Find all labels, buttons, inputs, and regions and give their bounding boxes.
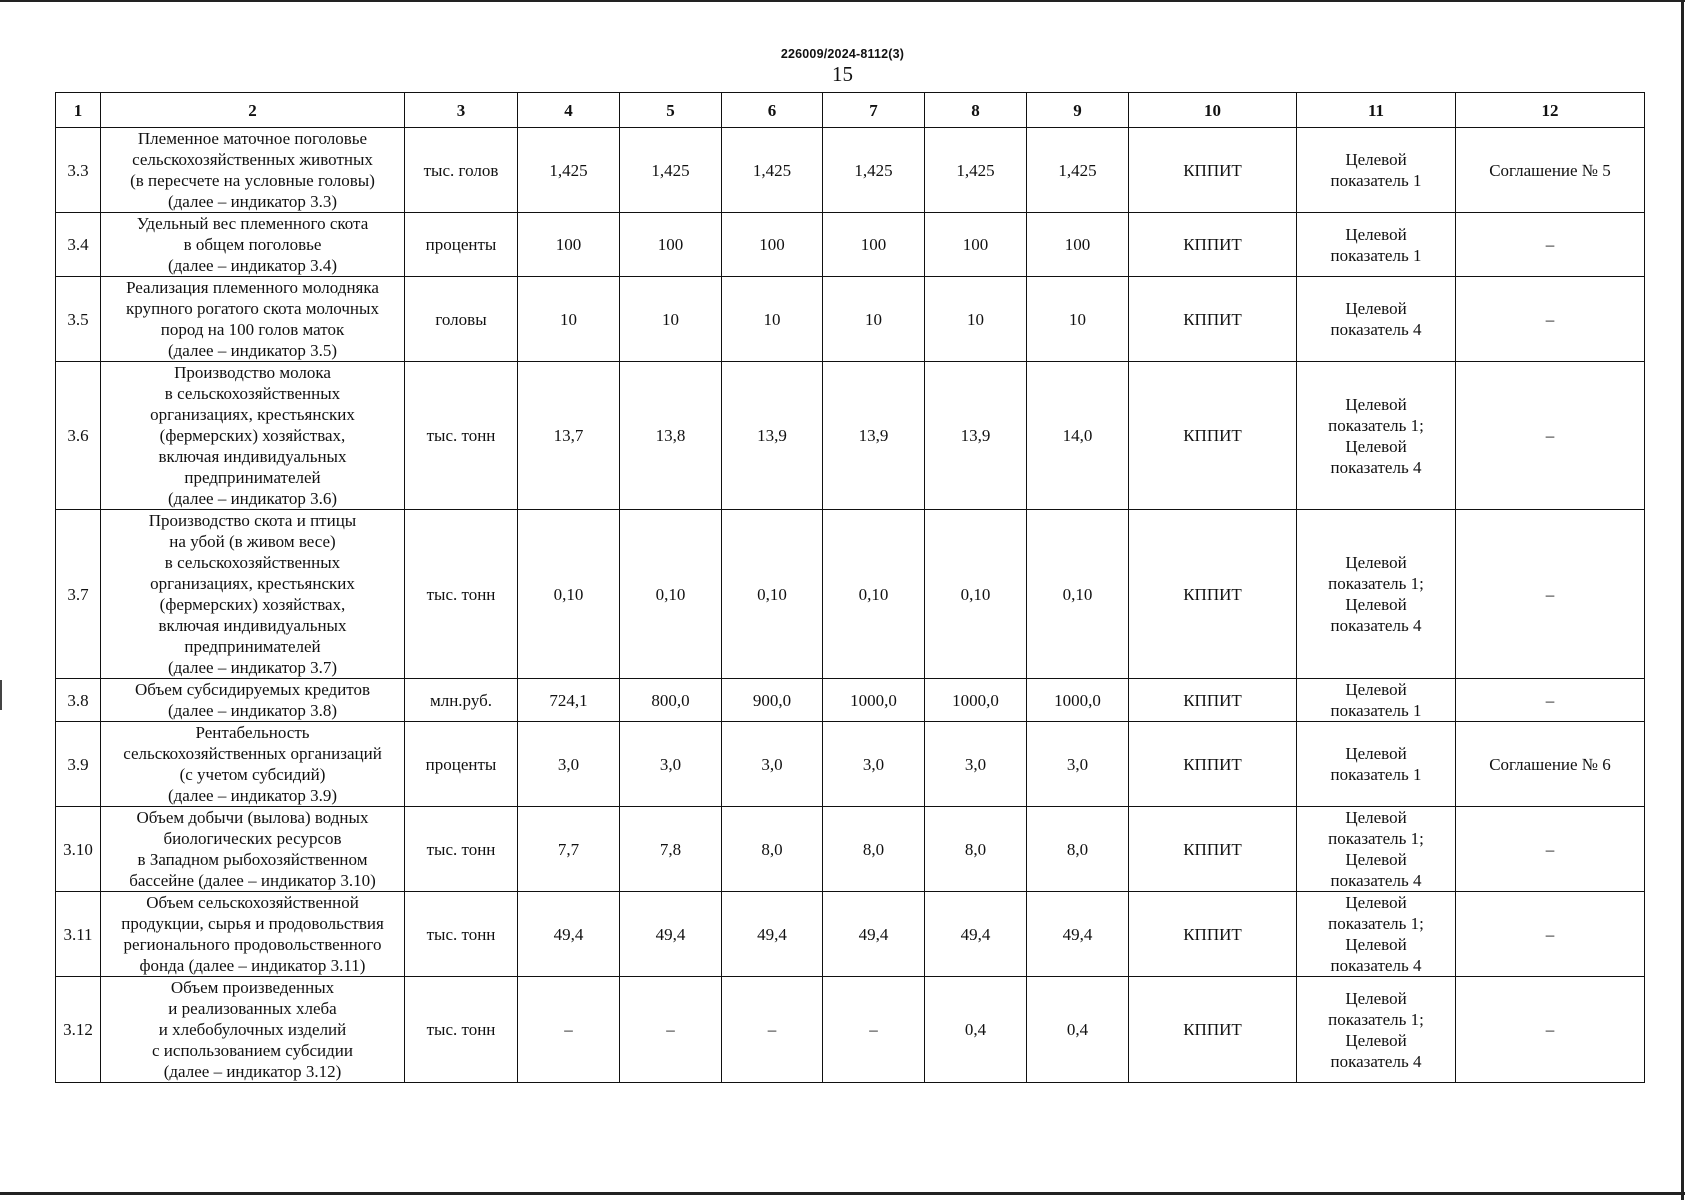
text-line: (далее – индикатор 3.6) [168, 489, 337, 508]
unit-cell: тыс. тонн [405, 977, 518, 1083]
text-line: Реализация племенного молодняка [126, 278, 379, 297]
text-line: в сельскохозяйственных [164, 384, 341, 403]
text-line: Объем сельскохозяйственной [146, 893, 359, 912]
column-header-4: 4 [518, 93, 620, 128]
table-row [56, 977, 1645, 1083]
text-line: показатель 1 [1330, 765, 1422, 784]
target-indicator-cell [1297, 510, 1456, 679]
row-number: 3.4 [56, 213, 101, 277]
value-cell-col-7: 1,425 [823, 128, 925, 213]
value-cell-col-5: 1,425 [620, 128, 722, 213]
table-body [56, 128, 1645, 1083]
value-cell-col-6: 0,10 [722, 510, 823, 679]
column-header-10: 10 [1129, 93, 1297, 128]
unit-cell: млн.руб. [405, 679, 518, 722]
value-cell-col-7: 10 [823, 277, 925, 362]
text-line: показатель 4 [1330, 1051, 1422, 1071]
page-number: 15 [832, 62, 853, 86]
agreement-cell: – [1456, 679, 1645, 722]
value-cell-col-4: 13,7 [518, 362, 620, 510]
source-cell: КППИТ [1129, 977, 1297, 1083]
text-line: предпринимателей [184, 637, 321, 656]
value-cell-col-5: 800,0 [620, 679, 722, 722]
value-cell-col-9: 1000,0 [1027, 679, 1129, 722]
text-line: показатель 1 [1330, 245, 1422, 265]
value-cell-col-7: 3,0 [823, 722, 925, 807]
row-number: 3.12 [56, 977, 101, 1083]
text-line: организациях, крестьянских [150, 574, 355, 593]
text-line: Племенное маточное поголовье [137, 129, 368, 148]
value-cell-col-9: 14,0 [1027, 362, 1129, 510]
value-cell-col-8: 3,0 [925, 722, 1027, 807]
value-cell-col-8: 100 [925, 213, 1027, 277]
value-cell-col-9: 10 [1027, 277, 1129, 362]
document-id: 226009/2024-8112(3) [780, 47, 905, 61]
text-line: сельскохозяйственных организаций [123, 744, 382, 763]
value-cell-col-7: 1000,0 [823, 679, 925, 722]
value-cell-col-5: 13,8 [620, 362, 722, 510]
text-line: организациях, крестьянских [150, 405, 355, 424]
column-header-5: 5 [620, 93, 722, 128]
value-cell-col-5: 0,10 [620, 510, 722, 679]
indicator-name [101, 510, 405, 679]
source-cell: КППИТ [1129, 722, 1297, 807]
text-line: фонда (далее – индикатор 3.11) [139, 956, 366, 975]
agreement-cell: Соглашение № 6 [1456, 722, 1645, 807]
table-row [56, 679, 1645, 722]
value-cell-col-6: 100 [722, 213, 823, 277]
text-line: и хлебобулочных изделий [158, 1020, 347, 1039]
text-line: Целевой [1345, 1030, 1407, 1050]
column-header-1: 1 [56, 93, 101, 128]
text-line: Целевой [1345, 744, 1407, 763]
row-number: 3.3 [56, 128, 101, 213]
row-number: 3.5 [56, 277, 101, 362]
column-header-3: 3 [405, 93, 518, 128]
unit-cell: тыс. тонн [405, 362, 518, 510]
value-cell-col-6: 13,9 [722, 362, 823, 510]
column-header-11: 11 [1297, 93, 1456, 128]
value-cell-col-6: 8,0 [722, 807, 823, 892]
text-line: регионального продовольственного [123, 935, 382, 954]
value-cell-col-4: 49,4 [518, 892, 620, 977]
text-line: Целевой [1345, 808, 1407, 827]
page-border-bottom [0, 1192, 1685, 1195]
value-cell-col-4: 1,425 [518, 128, 620, 213]
agreement-cell: Соглашение № 5 [1456, 128, 1645, 213]
value-cell-col-4: 100 [518, 213, 620, 277]
value-cell-col-4: 7,7 [518, 807, 620, 892]
text-line: Производство молока [174, 363, 331, 382]
text-line: (далее – индикатор 3.9) [168, 786, 337, 805]
value-cell-col-7: 13,9 [823, 362, 925, 510]
value-cell-col-5: 49,4 [620, 892, 722, 977]
value-cell-col-5: 7,8 [620, 807, 722, 892]
agreement-cell: – [1456, 362, 1645, 510]
indicator-name [101, 213, 405, 277]
value-cell-col-8: 13,9 [925, 362, 1027, 510]
text-line: биологических ресурсов [163, 829, 342, 848]
text-line: (с учетом субсидий) [179, 765, 326, 784]
text-line: Объем добычи (вылова) водных [136, 808, 369, 827]
value-cell-col-4: – [518, 977, 620, 1083]
scan-mark [0, 680, 2, 710]
value-cell-col-4: 0,10 [518, 510, 620, 679]
indicator-table [55, 92, 1645, 1083]
text-line: пород на 100 голов маток [160, 320, 345, 339]
value-cell-col-4: 10 [518, 277, 620, 362]
table-row [56, 510, 1645, 679]
source-cell: КППИТ [1129, 128, 1297, 213]
value-cell-col-7: 0,10 [823, 510, 925, 679]
value-cell-col-5: 100 [620, 213, 722, 277]
text-line: крупного рогатого скота молочных [126, 299, 379, 318]
text-line: в сельскохозяйственных [164, 553, 341, 572]
agreement-cell: – [1456, 977, 1645, 1083]
agreement-cell: – [1456, 510, 1645, 679]
text-line: Объем произведенных [170, 978, 335, 997]
text-line: показатель 1; [1328, 574, 1424, 593]
page-border-top [0, 0, 1685, 2]
text-line: (далее – индикатор 3.4) [168, 256, 337, 275]
text-line: Объем субсидируемых кредитов [134, 680, 371, 699]
value-cell-col-9: 100 [1027, 213, 1129, 277]
source-cell: КППИТ [1129, 362, 1297, 510]
target-indicator-cell [1297, 722, 1456, 807]
indicator-name [101, 362, 405, 510]
text-line: на убой (в живом весе) [169, 532, 336, 551]
value-cell-col-9: 0,10 [1027, 510, 1129, 679]
table-row [56, 892, 1645, 977]
text-line: и реализованных хлеба [168, 999, 337, 1018]
row-number: 3.7 [56, 510, 101, 679]
table-row [56, 213, 1645, 277]
indicator-name [101, 892, 405, 977]
value-cell-col-8: 49,4 [925, 892, 1027, 977]
column-header-2: 2 [101, 93, 405, 128]
text-line: (далее – индикатор 3.5) [168, 341, 337, 360]
text-line: показатель 1; [1328, 829, 1424, 848]
value-cell-col-8: 1,425 [925, 128, 1027, 213]
unit-cell: тыс. тонн [405, 807, 518, 892]
column-header-12: 12 [1456, 93, 1645, 128]
source-cell: КППИТ [1129, 892, 1297, 977]
row-number: 3.8 [56, 679, 101, 722]
text-line: в общем поголовье [183, 235, 322, 254]
unit-cell: проценты [405, 213, 518, 277]
text-line: (фермерских) хозяйствах, [159, 426, 346, 445]
value-cell-col-6: 900,0 [722, 679, 823, 722]
indicator-name [101, 977, 405, 1083]
value-cell-col-7: 49,4 [823, 892, 925, 977]
source-cell: КППИТ [1129, 510, 1297, 679]
value-cell-col-8: 0,10 [925, 510, 1027, 679]
agreement-cell: – [1456, 277, 1645, 362]
value-cell-col-7: 8,0 [823, 807, 925, 892]
table-row [56, 128, 1645, 213]
source-cell: КППИТ [1129, 807, 1297, 892]
text-line: предпринимателей [184, 468, 321, 487]
page-border-right [1681, 0, 1684, 1200]
text-line: показатель 4 [1330, 956, 1422, 975]
target-indicator-cell [1297, 679, 1456, 722]
text-line: Целевой [1345, 988, 1407, 1008]
indicator-name [101, 679, 405, 722]
indicator-name [101, 722, 405, 807]
text-line: Целевой [1345, 553, 1407, 572]
text-line: показатель 4 [1330, 871, 1422, 890]
value-cell-col-5: 10 [620, 277, 722, 362]
value-cell-col-9: 1,425 [1027, 128, 1129, 213]
target-indicator-cell [1297, 362, 1456, 510]
agreement-cell: – [1456, 807, 1645, 892]
value-cell-col-5: 3,0 [620, 722, 722, 807]
unit-cell: тыс. голов [405, 128, 518, 213]
value-cell-col-8: 8,0 [925, 807, 1027, 892]
unit-cell: тыс. тонн [405, 510, 518, 679]
row-number: 3.10 [56, 807, 101, 892]
text-line: Целевой [1345, 893, 1407, 912]
target-indicator-cell [1297, 977, 1456, 1083]
text-line: (далее – индикатор 3.7) [168, 658, 337, 677]
table-row [56, 362, 1645, 510]
text-line: (далее – индикатор 3.8) [168, 701, 337, 720]
value-cell-col-9: 3,0 [1027, 722, 1129, 807]
column-header-8: 8 [925, 93, 1027, 128]
value-cell-col-8: 10 [925, 277, 1027, 362]
text-line: (далее – индикатор 3.3) [168, 192, 337, 211]
target-indicator-cell [1297, 128, 1456, 213]
target-indicator-cell [1297, 213, 1456, 277]
text-line: Целевой [1345, 850, 1407, 869]
source-cell: КППИТ [1129, 213, 1297, 277]
text-line: включая индивидуальных [158, 616, 347, 635]
source-cell: КППИТ [1129, 679, 1297, 722]
text-line: включая индивидуальных [158, 447, 347, 466]
indicator-name [101, 277, 405, 362]
text-line: Производство скота и птицы [148, 511, 357, 530]
text-line: бассейне (далее – индикатор 3.10) [129, 871, 376, 890]
value-cell-col-4: 724,1 [518, 679, 620, 722]
unit-cell: тыс. тонн [405, 892, 518, 977]
text-line: Целевой [1345, 224, 1407, 244]
text-line: продукции, сырья и продовольствия [121, 914, 384, 933]
text-line: показатель 4 [1330, 320, 1422, 339]
value-cell-col-5: – [620, 977, 722, 1083]
table-row [56, 722, 1645, 807]
text-line: (далее – индикатор 3.12) [163, 1062, 342, 1081]
text-line: Целевой [1345, 150, 1407, 169]
value-cell-col-6: 3,0 [722, 722, 823, 807]
indicator-name [101, 807, 405, 892]
value-cell-col-6: – [722, 977, 823, 1083]
unit-cell: проценты [405, 722, 518, 807]
indicator-name [101, 128, 405, 213]
value-cell-col-8: 0,4 [925, 977, 1027, 1083]
column-header-7: 7 [823, 93, 925, 128]
row-number: 3.6 [56, 362, 101, 510]
text-line: Удельный вес племенного скота [136, 214, 369, 233]
text-line: Целевой [1345, 436, 1407, 456]
value-cell-col-9: 8,0 [1027, 807, 1129, 892]
value-cell-col-9: 49,4 [1027, 892, 1129, 977]
text-line: Целевой [1345, 595, 1407, 614]
table-row [56, 807, 1645, 892]
row-number: 3.9 [56, 722, 101, 807]
value-cell-col-4: 3,0 [518, 722, 620, 807]
text-line: (в пересчете на условные головы) [130, 171, 375, 190]
text-line: Целевой [1345, 935, 1407, 954]
target-indicator-cell [1297, 277, 1456, 362]
value-cell-col-9: 0,4 [1027, 977, 1129, 1083]
header-row [56, 93, 1645, 128]
text-line: показатель 4 [1330, 457, 1422, 477]
text-line: Рентабельность [195, 723, 310, 742]
value-cell-col-6: 10 [722, 277, 823, 362]
text-line: показатель 1 [1330, 171, 1422, 190]
value-cell-col-7: – [823, 977, 925, 1083]
source-cell: КППИТ [1129, 277, 1297, 362]
column-header-9: 9 [1027, 93, 1129, 128]
table-row [56, 277, 1645, 362]
text-line: показатель 4 [1330, 616, 1422, 635]
text-line: показатель 1 [1330, 701, 1422, 720]
column-header-6: 6 [722, 93, 823, 128]
target-indicator-cell [1297, 892, 1456, 977]
text-line: показатель 1; [1328, 1009, 1424, 1029]
text-line: Целевой [1345, 394, 1407, 414]
text-line: Целевой [1345, 680, 1407, 699]
text-line: с использованием субсидии [152, 1041, 353, 1060]
text-line: показатель 1; [1328, 914, 1424, 933]
row-number: 3.11 [56, 892, 101, 977]
value-cell-col-6: 1,425 [722, 128, 823, 213]
text-line: (фермерских) хозяйствах, [159, 595, 346, 614]
agreement-cell: – [1456, 892, 1645, 977]
agreement-cell: – [1456, 213, 1645, 277]
unit-cell: головы [405, 277, 518, 362]
text-line: Целевой [1345, 299, 1407, 318]
text-line: сельскохозяйственных животных [132, 150, 373, 169]
value-cell-col-7: 100 [823, 213, 925, 277]
text-line: в Западном рыбохозяйственном [137, 850, 368, 869]
target-indicator-cell [1297, 807, 1456, 892]
text-line: показатель 1; [1328, 415, 1424, 435]
value-cell-col-8: 1000,0 [925, 679, 1027, 722]
value-cell-col-6: 49,4 [722, 892, 823, 977]
